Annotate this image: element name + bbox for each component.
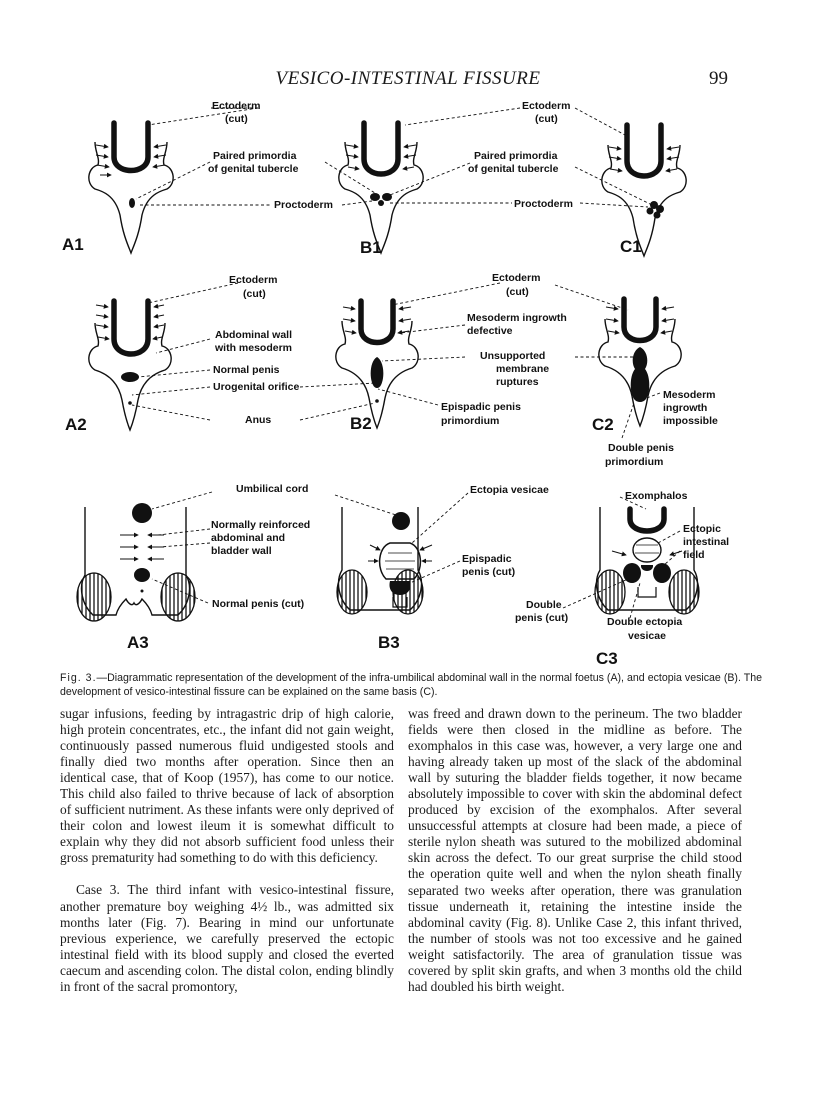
label-bladder-wall: bladder wall	[211, 545, 272, 557]
label-ectopic: Ectopic	[683, 523, 721, 535]
label-cut-row1-right: (cut)	[535, 113, 558, 125]
label-proctoderm-right: Proctoderm	[514, 198, 573, 210]
label-paired-primordia-right: Paired primordia	[474, 150, 558, 162]
page-header	[0, 68, 816, 98]
label-primordium: primordium	[441, 415, 500, 427]
label-cut-row1-left: (cut)	[225, 113, 248, 125]
panel-label-a3: A3	[127, 633, 149, 652]
label-double-ectopia: Double ectopia	[607, 616, 683, 628]
label-umbilical-cord: Umbilical cord	[236, 483, 309, 495]
label-genital-tubercle-right: of genital tubercle	[468, 163, 559, 175]
label-penis-cut: penis (cut)	[462, 566, 516, 578]
panel-c1	[602, 125, 686, 256]
label-field: field	[683, 549, 705, 561]
label-vesicae: vesicae	[628, 630, 666, 642]
label-ectopia-vesicae: Ectopia vesicae	[470, 484, 549, 496]
label-exomphalos: Exomphalos	[625, 490, 688, 502]
label-double-penis: Double penis	[608, 442, 674, 454]
label-abdominal-wall: Abdominal wall	[215, 329, 293, 341]
label-double: Double	[526, 599, 562, 611]
label-ectoderm-row2-left: Ectoderm	[229, 274, 278, 286]
panel-label-c3: C3	[596, 649, 618, 667]
panel-label-b1: B1	[360, 238, 382, 257]
figure-3-diagram	[60, 95, 760, 667]
panel-label-c2: C2	[592, 415, 614, 434]
panel-a2	[65, 301, 171, 434]
paragraph: sugar infusions, feeding by intragastric drip of high calorie, high protein concentrates, etc., the infant did not gain weight, continuously passed numerous fluid undigested stools and finally died two months after operation. Since then an identical case, that of Koop (1957), has come to our notice. This child also failed to thrive because of lack of absorption of sufficient nutriment. As these infants were only deprived of their colon and lowest ileum it is somewhat difficult to explain why they did not absorb sufficient food unless their gross prematurity had something to do with this deficiency.	[60, 706, 394, 866]
caption-prefix: Fig. 3.	[60, 672, 97, 684]
label-double-penis-primordium: primordium	[605, 456, 664, 468]
panel-b2	[336, 301, 418, 433]
label-proctoderm-left: Proctoderm	[274, 199, 333, 211]
label-paired-primordia-left: Paired primordia	[213, 150, 297, 162]
label-anus: Anus	[245, 414, 272, 426]
label-double-penis-cut: penis (cut)	[515, 612, 569, 624]
label-genital-tubercle-left: of genital tubercle	[208, 163, 299, 175]
page-number: 99	[709, 68, 728, 89]
label-mesoderm: Mesoderm	[663, 389, 716, 401]
panel-b3	[337, 507, 432, 614]
label-normal-penis-cut: Normal penis (cut)	[212, 598, 305, 610]
body-column-right	[408, 706, 742, 995]
label-epispadic-penis: Epispadic penis	[441, 401, 521, 413]
case-text: The third infant with vesico-intestinal fissure, another premature boy weighing 4½ lb., was admitted six months later (Fig. 7). Bearing in mind our unfortunate previous experience, we carefully preserved the ectopic intestinal field with its blood supply and closed the everted caecum and ascending colon. The distal colon, ending blindly in front of the sacral promontory,	[60, 882, 394, 994]
label-with-mesoderm: with mesoderm	[215, 342, 293, 354]
panel-a3	[77, 503, 195, 652]
panel-label-c1: C1	[620, 237, 642, 256]
label-urogenital-orifice: Urogenital orifice	[213, 381, 300, 393]
figure-caption	[60, 671, 762, 699]
label-ingrowth: ingrowth	[663, 402, 708, 414]
label-ectoderm-row1-right: Ectoderm	[522, 100, 571, 112]
label-normally-reinforced: Normally reinforced	[211, 519, 311, 531]
label-ectoderm-row2-right: Ectoderm	[492, 272, 541, 284]
label-cut-row2-left: (cut)	[243, 288, 266, 300]
label-defective: defective	[467, 325, 513, 337]
panel-label-a1: A1	[62, 235, 84, 254]
case-heading: Case 3.	[76, 882, 120, 898]
paragraph: was freed and drawn down to the perineum. The two bladder fields were then closed in the midline as before. The exomphalos in this case was, however, a very large one and having already taken up most of the slack of the abdominal wall by suturing the bladder fields together, it now became absolutely impossible to cover with skin the abdominal defect produced by excision of the exomphalos. After several unsuccessful attempts at closure had been made, a piece of sterile nylon sheath was sutured to the mobilized abdominal skin across the defect. To our great surprise the child stood the operation quite well and when the nylon sheath finally separated two weeks after operation, there was granulation tissue underneath it, retaining the intestine inside the abdominal cavity (Fig. 8). Unlike Case 2, this infant thrived, the number of stools was not too excessive and he gained weight satisfactorily. The area of granulation tissue was covered by split skin grafts, and when 3 months old the child had doubled his birth weight.	[408, 706, 742, 994]
label-epispadic: Epispadic	[462, 553, 512, 565]
label-ectoderm-row1-left: Ectoderm	[212, 100, 261, 112]
label-impossible: impossible	[663, 415, 718, 427]
label-ruptures: ruptures	[496, 376, 539, 388]
running-title: VESICO-INTESTINAL FISSURE	[275, 68, 541, 89]
body-column-left	[60, 706, 394, 995]
panel-label-a2: A2	[65, 415, 87, 434]
label-intestinal: intestinal	[683, 536, 730, 548]
label-abdominal-and: abdominal and	[211, 532, 286, 544]
panel-label-b2: B2	[350, 414, 372, 433]
caption-text: —Diagrammatic representation of the development of the infra-umbilical abdominal wall in the normal foetus (A), and ectopia vesicae (B). The development of vesico-intestinal fissure can be explained on the same basis (C).	[60, 672, 762, 698]
label-membrane: membrane	[496, 363, 550, 375]
panel-label-b3: B3	[378, 633, 400, 652]
label-mesoderm-ingrowth: Mesoderm ingrowth	[467, 312, 567, 324]
label-cut-row2-right: (cut)	[506, 286, 529, 298]
panel-b1	[339, 123, 423, 257]
paragraph-case-3	[60, 882, 394, 994]
panel-a1	[62, 123, 173, 254]
label-normal-penis: Normal penis	[213, 364, 280, 376]
label-unsupported: Unsupported	[480, 350, 546, 362]
